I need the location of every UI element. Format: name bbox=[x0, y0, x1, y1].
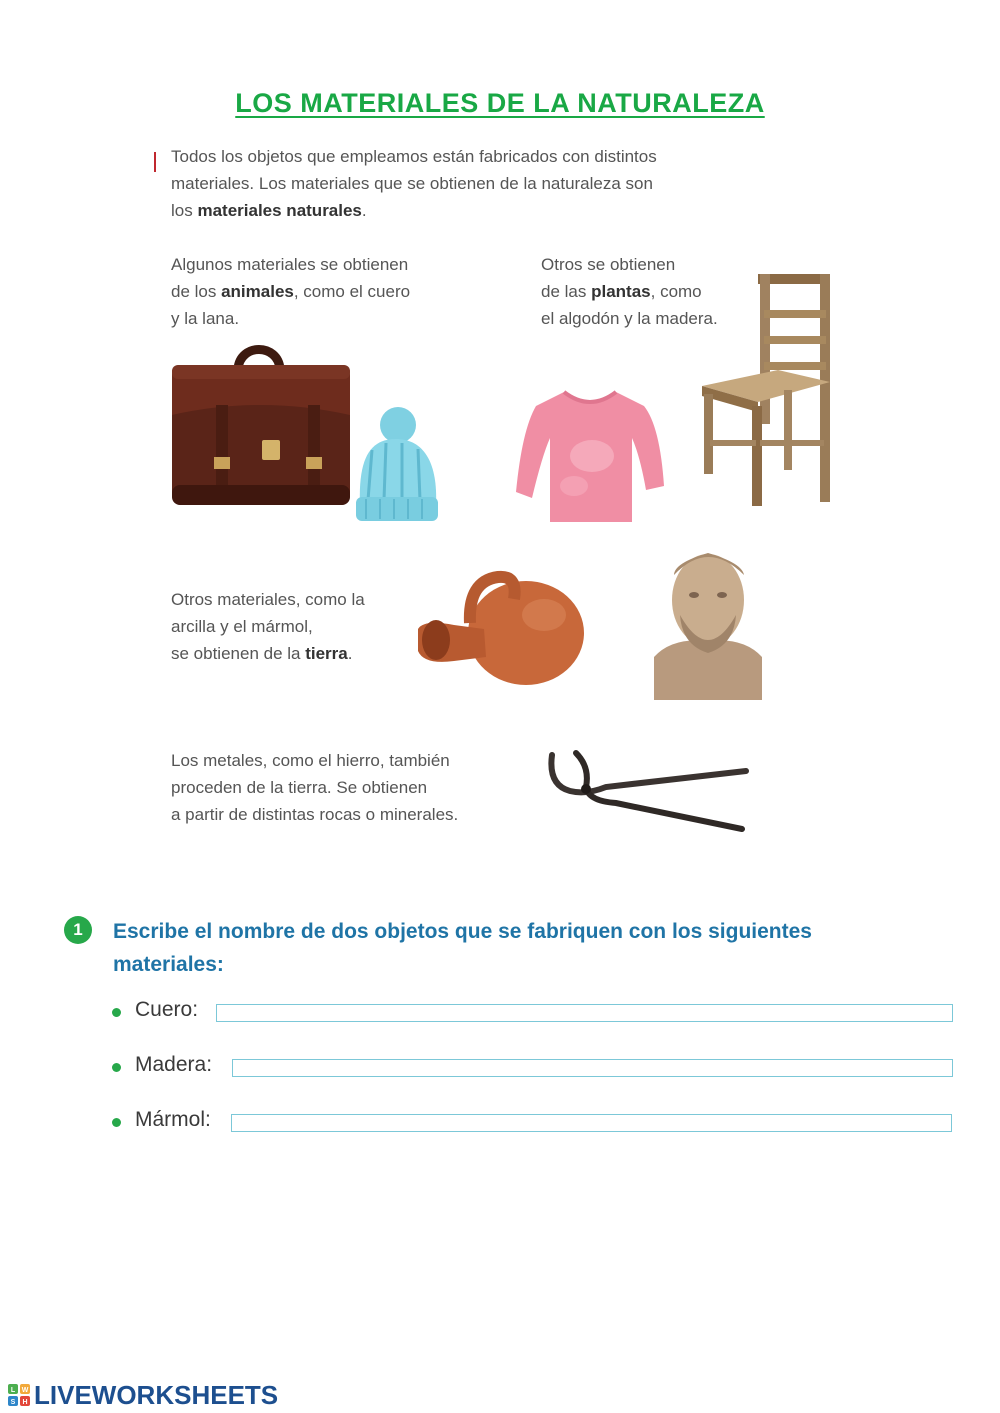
clay-jug-image bbox=[414, 565, 589, 700]
animals-line-3: y la lana. bbox=[171, 309, 240, 328]
intro-line-3: los materiales naturales. bbox=[171, 201, 367, 220]
bullet-icon bbox=[112, 1008, 121, 1017]
logo-letter: L bbox=[10, 1387, 16, 1394]
answer-label-madera: Madera: bbox=[135, 1053, 213, 1076]
exercise-question: Escribe el nombre de dos objetos que se fabriquen con los siguientes materiales: bbox=[113, 920, 812, 976]
logo-letter: H bbox=[22, 1399, 28, 1406]
footer-brand-text[interactable]: LIVEWORKSHEETS bbox=[34, 1380, 279, 1410]
answer-input-cuero[interactable] bbox=[216, 1004, 953, 1022]
earth-line-3: se obtienen de la tierra. bbox=[171, 644, 353, 663]
answer-label-marmol: Mármol: bbox=[135, 1108, 211, 1131]
exercise-number-badge: 1 bbox=[64, 916, 92, 944]
marble-bust-image bbox=[652, 545, 764, 700]
cotton-shirt-image bbox=[514, 386, 666, 526]
intro-paragraph bbox=[171, 143, 791, 224]
earth-line-2: arcilla y el mármol, bbox=[171, 617, 313, 636]
intro-line-2: materiales. Los materiales que se obtienen de la naturaleza son bbox=[171, 174, 653, 193]
answer-row-marmol bbox=[112, 1108, 952, 1138]
plants-line-1: Otros se obtienen bbox=[541, 255, 676, 274]
intro-line-1: Todos los objetos que empleamos están fabricados con distintos bbox=[171, 147, 657, 166]
page-title-text: LOS MATERIALES DE LA NATURALEZA bbox=[235, 88, 765, 118]
answer-row-madera bbox=[112, 1053, 952, 1083]
metals-line-2: proceden de la tierra. Se obtienen bbox=[171, 778, 428, 797]
iron-pincers-image bbox=[546, 745, 751, 833]
animals-paragraph bbox=[171, 251, 501, 332]
answer-input-marmol[interactable] bbox=[231, 1114, 952, 1132]
logo-letter: W bbox=[21, 1387, 29, 1394]
footer-brand bbox=[8, 1380, 308, 1410]
margin-mark bbox=[154, 152, 156, 172]
answer-label-cuero: Cuero: bbox=[135, 998, 199, 1021]
bullet-icon bbox=[112, 1118, 121, 1127]
wool-hat-image bbox=[352, 405, 440, 523]
plants-line-3: el algodón y la madera. bbox=[541, 309, 718, 328]
page-title bbox=[0, 88, 1000, 119]
answer-row-cuero bbox=[112, 998, 952, 1028]
metals-line-1: Los metales, como el hierro, también bbox=[171, 751, 450, 770]
leather-briefcase-image bbox=[168, 335, 353, 505]
answer-input-madera[interactable] bbox=[232, 1059, 953, 1077]
animals-line-2: de los animales, como el cuero bbox=[171, 282, 411, 301]
liveworksheets-logo-icon bbox=[8, 1384, 30, 1406]
earth-paragraph bbox=[171, 586, 411, 667]
logo-letter: S bbox=[10, 1399, 16, 1406]
wooden-chair-image bbox=[698, 270, 834, 510]
metals-paragraph bbox=[171, 747, 511, 828]
animals-line-1: Algunos materiales se obtienen bbox=[171, 255, 409, 274]
earth-line-1: Otros materiales, como la bbox=[171, 590, 365, 609]
plants-line-2: de las plantas, como bbox=[541, 282, 702, 301]
metals-line-3: a partir de distintas rocas o minerales. bbox=[171, 805, 459, 824]
bullet-icon bbox=[112, 1063, 121, 1072]
